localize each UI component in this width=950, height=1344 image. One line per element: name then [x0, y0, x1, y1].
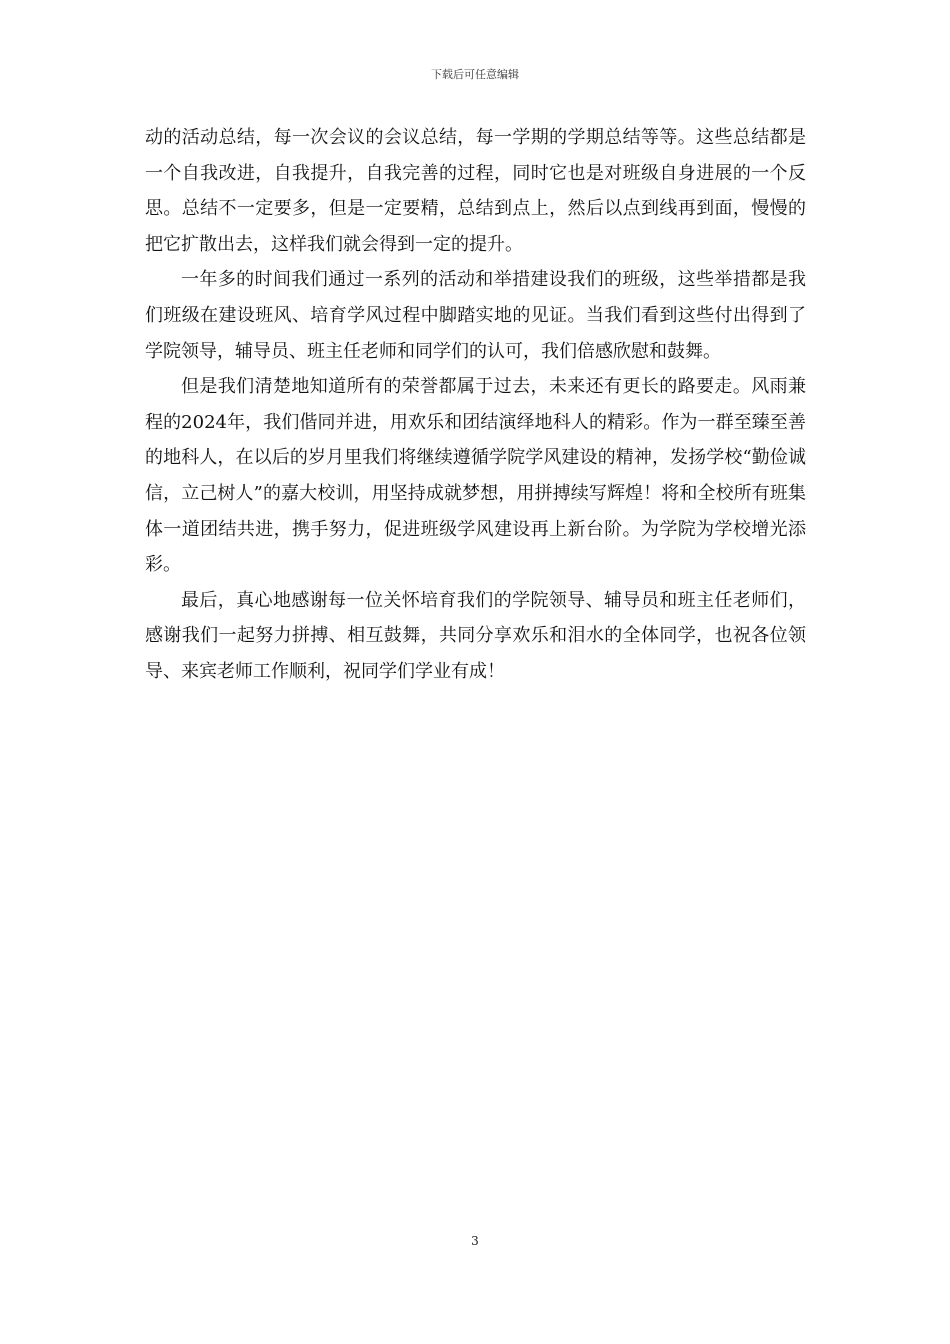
page-header: 下载后可任意编辑 — [431, 68, 519, 81]
paragraph-class-measures: 一年多的时间我们通过一系列的活动和举措建设我们的班级，这些举措都是我们班级在建设班风、培育学风过程中脚踏实地的见证。当我们看到这些付出得到了学院领导，辅导员、班主任老师和同学们的认可，我们倍感欣慰和鼓舞。 — [145, 269, 806, 362]
page-number: 3 — [471, 1234, 479, 1248]
paragraph-continued: 动的活动总结，每一次会议的会议总结，每一学期的学期总结等等。这些总结都是一个自我改进，自我提升，自我完善的过程，同时它也是对班级自身进展的一个反思。总结不一定要多，但是一定要精，总结到点上，然后以点到线再到面，慢慢的把它扩散出去，这样我们就会得到一定的提升。 — [145, 127, 806, 255]
paragraph-acknowledgements: 最后，真心地感谢每一位关怀培育我们的学院领导、辅导员和班主任老师们，感谢我们一起努力拼搏、相互鼓舞，共同分享欢乐和泪水的全体同学，也祝各位领导、来宾老师工作顺利，祝同学们学业有成！ — [145, 589, 806, 682]
document-body — [145, 120, 806, 690]
paragraph-future-outlook: 但是我们清楚地知道所有的荣誉都属于过去，未来还有更长的路要走。风雨兼程的2024年，我们偕同并进，用欢乐和团结演绎地科人的精彩。作为一群至臻至善的地科人，在以后的岁月里我们将继续遵循学院学风建设的精神，发扬学校“勤俭诚信，立己树人”的嘉大校训，用坚持成就梦想，用拼搏续写辉煌！将和全校所有班集体一道团结共进，携手努力，促进班级学风建设再上新台阶。为学院为学校增光添彩。 — [145, 376, 806, 576]
